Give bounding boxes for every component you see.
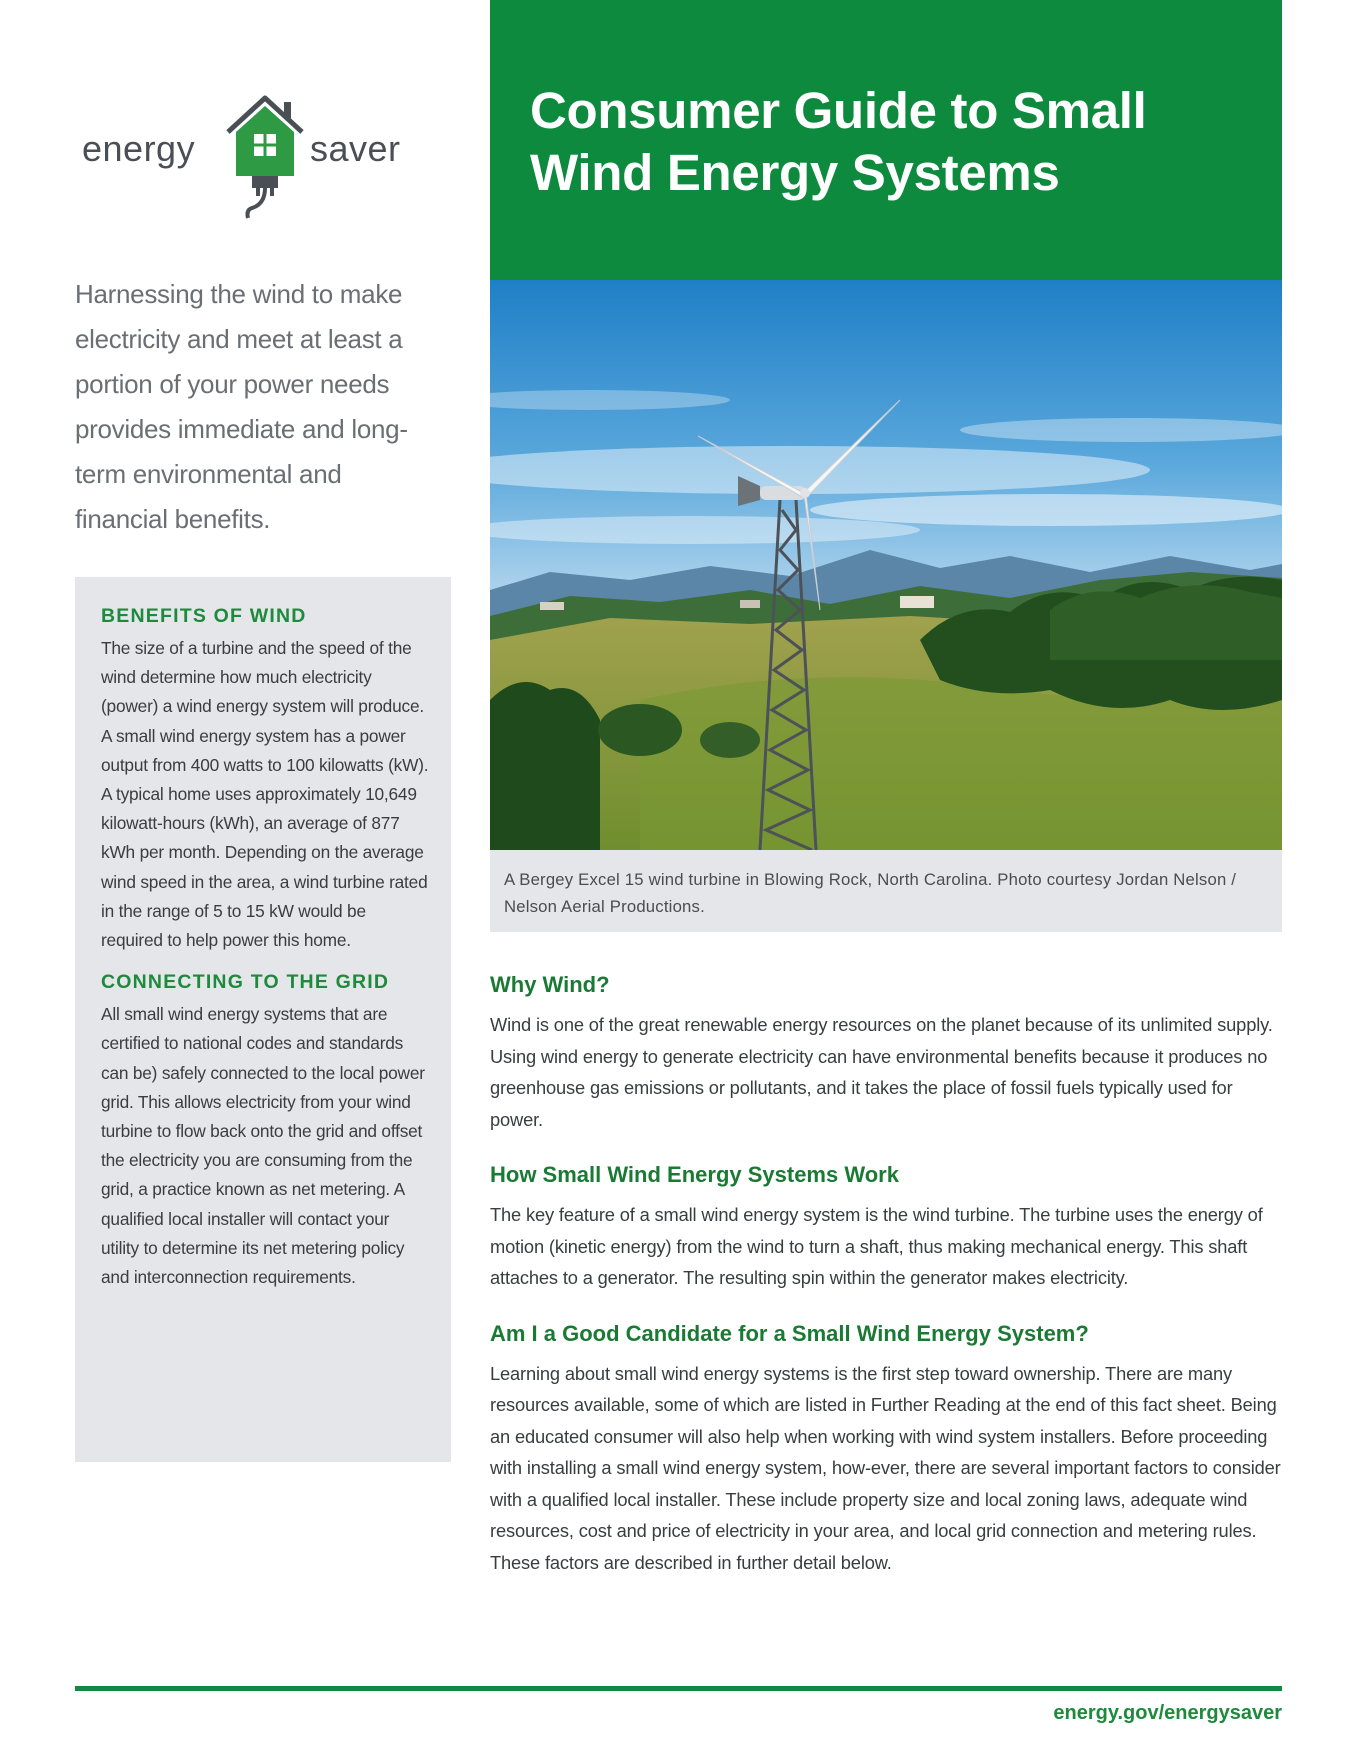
section-heading: Why Wind? xyxy=(490,972,610,997)
title-banner xyxy=(490,0,1282,280)
benefits-body: The size of a turbine and the speed of the wind determine how much electricity (power) a wind energy system will produce. A small wind energy system has a power output from 400 watts to 100 kilowatts (kW). A typical home uses approximately 10,649 kilowatt-hours (kWh), an average of 877 kWh per month. Depending on the average wind speed in the area, a wind turbine rated in the range of 5 to 15 kW would be required to help power this home. xyxy=(101,638,429,951)
photo-caption-box xyxy=(490,850,1282,932)
section-body: Learning about small wind energy systems is the first step toward ownership. There are many resources available, some of which are listed in Further Reading at the end of this fact sheet. Being an educated consumer will also help when working with wind system installers. Before proceeding with installing a small wind energy system, how-ever, there are several important factors to consider with a qualified local installer. These include property size and local zoning laws, adequate wind resources, cost and price of electricity in your area, and local grid connection and metering rules. These factors are described in further detail below. xyxy=(490,1362,1281,1573)
footer-divider xyxy=(75,1686,1282,1691)
benefits-heading: BENEFITS OF WIND xyxy=(101,605,307,627)
intro-statement: Harnessing the wind to make electricity and meet at least a portion of your power needs provides immediate and long-term environmental and financial benefits. xyxy=(75,279,408,534)
section-heading: Am I a Good Candidate for a Small Wind Energy System? xyxy=(490,1320,1089,1346)
energy-saver-logo xyxy=(80,90,420,220)
logo-word-energy: energy xyxy=(82,128,196,169)
page-title: Consumer Guide to Small Wind Energy Systems xyxy=(530,82,1147,201)
grid-body: All small wind energy systems that are certified to national codes and standards can be) safely connected to the local power grid. This allows electricity from your wind turbine to flow back onto the grid and offset the electricity you are consuming from the grid, a practice known as net metering. A qualified local installer will contact your utility to determine its net metering policy and interconnection requirements. xyxy=(101,1004,425,1288)
photo-caption: A Bergey Excel 15 wind turbine in Blowing Rock, North Carolina. Photo courtesy Jordan Nelson / Nelson Aerial Productions. xyxy=(504,870,1237,916)
sidebar-panel xyxy=(75,577,451,1462)
section-good-candidate xyxy=(490,1321,1290,1579)
house-plug-icon xyxy=(222,90,308,220)
grid-heading: CONNECTING TO THE GRID xyxy=(101,971,390,994)
wind-turbine-illustration xyxy=(490,280,1282,850)
section-how-it-works xyxy=(490,1162,1290,1294)
footer-link[interactable]: energy.gov/energysaver xyxy=(1053,1702,1282,1724)
section-why-wind xyxy=(490,972,1290,1135)
section-heading: How Small Wind Energy Systems Work xyxy=(490,1162,899,1187)
section-body: Wind is one of the great renewable energy resources on the planet because of its unlimited supply. Using wind energy to generate electricity can have environmental benefits because it produces no greenhouse gas emissions or pollutants, and it takes the place of fossil fuels typically used for power. xyxy=(490,1014,1273,1130)
section-body: The key feature of a small wind energy system is the wind turbine. The turbine uses the energy of motion (kinetic energy) from the wind to turn a shaft, thus making mechanical energy. This shaft attaches to a generator. The resulting spin within the generator makes electricity. xyxy=(490,1204,1263,1288)
main-content xyxy=(490,972,1290,1578)
wind-turbine-photo xyxy=(490,280,1282,850)
logo-word-saver: saver xyxy=(310,128,401,169)
